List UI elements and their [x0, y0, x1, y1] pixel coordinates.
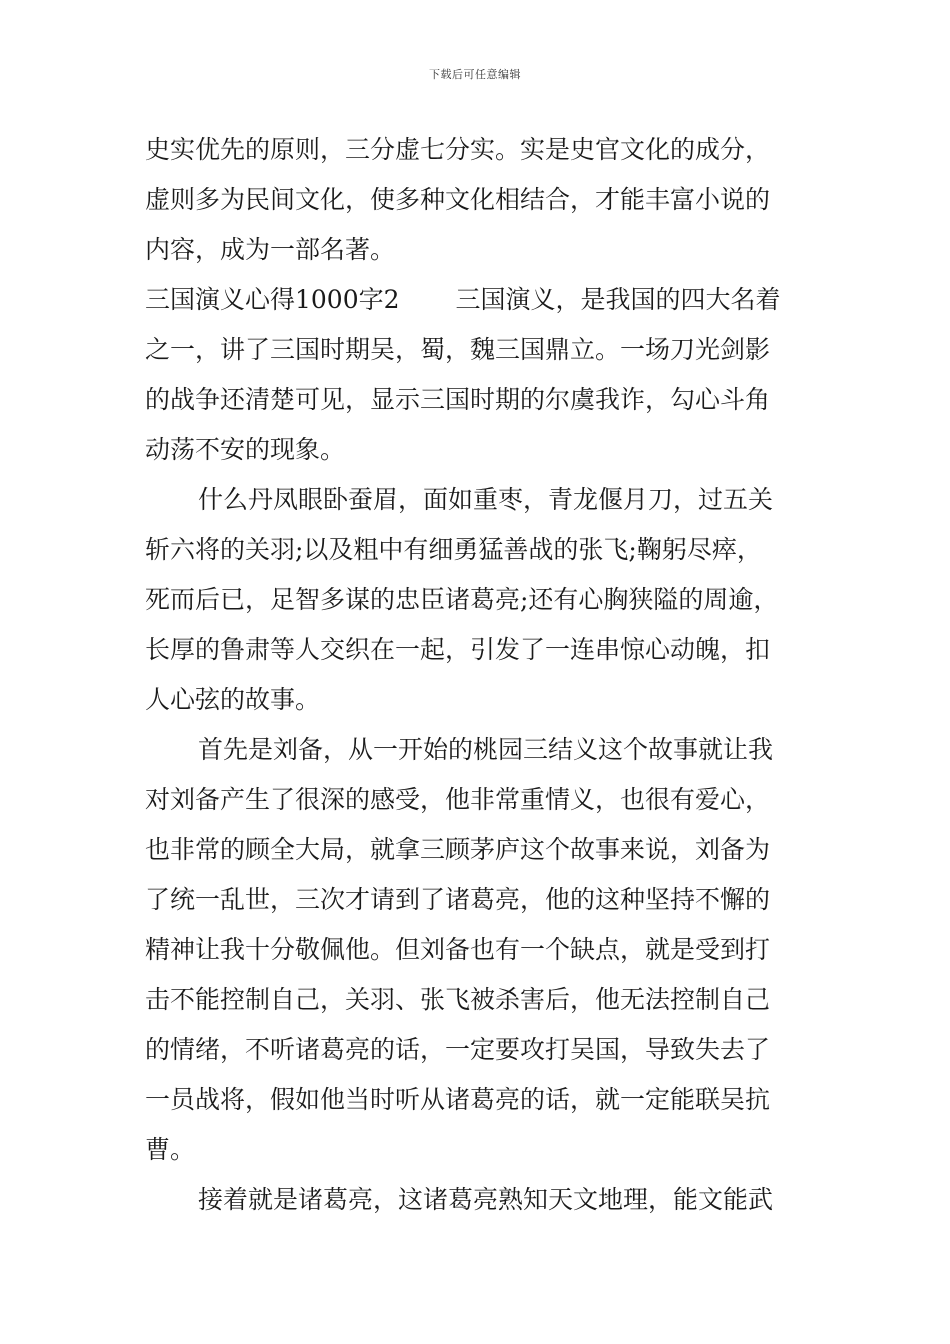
text-line: 之一，讲了三国时期吴，蜀，魏三国鼎立。一场刀光剑影 [145, 335, 771, 364]
page-header: 下载后可任意编辑 [429, 68, 521, 81]
paragraph-first-line: 接着就是诸葛亮，这诸葛亮熟知天文地理，能文能武 [198, 1185, 774, 1214]
text-line: 击不能控制自己，关羽、张飞被杀害后，他无法控制自己 [145, 985, 771, 1014]
text-line: 也非常的顾全大局，就拿三顾茅庐这个故事来说，刘备为 [145, 835, 771, 864]
text-line: 了统一乱世，三次才请到了诸葛亮，他的这种坚持不懈的 [145, 885, 771, 914]
text-line: 斩六将的关羽;以及粗中有细勇猛善战的张飞;鞠躬尽瘁， [145, 535, 762, 564]
text-line: 长厚的鲁肃等人交织在一起，引发了一连串惊心动魄，扣 [145, 635, 771, 664]
text-line: 的情绪，不听诸葛亮的话，一定要攻打吴国，导致失去了 [145, 1035, 771, 1064]
text-line: 人心弦的故事。 [145, 685, 321, 714]
section-title-line [145, 275, 807, 325]
text-line: 史实优先的原则，三分虚七分实。实是史官文化的成分， [145, 135, 771, 164]
text-line: 对刘备产生了很深的感受，他非常重情义，也很有爱心， [145, 785, 771, 814]
text-line: 虚则多为民间文化，使多种文化相结合，才能丰富小说的 [145, 185, 771, 214]
text-line: 动荡不安的现象。 [145, 435, 346, 464]
paragraph-first-line: 首先是刘备，从一开始的桃园三结义这个故事就让我 [198, 735, 774, 764]
section-title: 三国演义心得1000字2 [145, 285, 400, 314]
text-line: 三国演义，是我国的四大名着 [455, 285, 781, 314]
text-line: 内容，成为一部名著。 [145, 235, 396, 264]
text-line: 死而后已，足智多谋的忠臣诸葛亮;还有心胸狭隘的周逾， [145, 585, 779, 614]
paragraph-first-line: 什么丹凤眼卧蚕眉，面如重枣，青龙偃月刀，过五关 [198, 485, 774, 514]
text-line: 曹。 [145, 1135, 196, 1164]
text-line: 一员战将，假如他当时听从诸葛亮的话，就一定能联吴抗 [145, 1085, 771, 1114]
text-line: 精神让我十分敬佩他。但刘备也有一个缺点，就是受到打 [145, 935, 771, 964]
document-body [145, 125, 807, 1225]
text-line: 的战争还清楚可见，显示三国时期的尔虞我诈，勾心斗角 [145, 385, 771, 414]
